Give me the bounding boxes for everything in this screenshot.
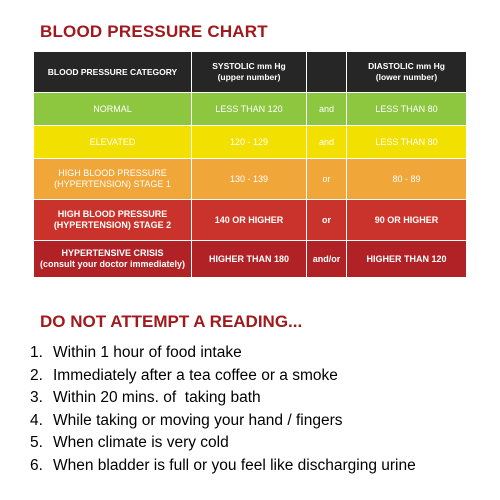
systolic-value: 140 OR HIGHER — [214, 214, 284, 225]
list-item-number: 5. — [30, 434, 43, 452]
header-conjunction-cell — [307, 52, 347, 93]
category-cell — [34, 241, 192, 278]
diastolic-cell — [347, 126, 466, 159]
category-label: HIGH BLOOD PRESSURE — [57, 209, 168, 219]
systolic-cell — [192, 93, 307, 126]
table-row — [34, 200, 466, 241]
page-title: BLOOD PRESSURE CHART — [40, 22, 268, 41]
header-diastolic-label: DIASTOLIC mm Hg — [368, 61, 445, 71]
header-systolic-cell — [192, 52, 307, 93]
conjunction-label: or — [322, 214, 331, 225]
conjunction-cell — [307, 126, 347, 159]
header-systolic-label: SYSTOLIC mm Hg — [212, 61, 286, 71]
category-label: HYPERTENSIVE CRISIS — [61, 248, 164, 258]
table-header-row — [34, 52, 466, 93]
category-cell — [34, 93, 192, 126]
list-item-text: When climate is very cold — [53, 434, 229, 452]
list-item-text: Immediately after a tea coffee or a smoke — [53, 366, 338, 384]
category-sublabel: (HYPERTENSION) STAGE 1 — [54, 179, 171, 189]
header-category-label: BLOOD PRESSURE CATEGORY — [47, 66, 178, 77]
conjunction-cell — [307, 241, 347, 278]
table-row — [34, 241, 466, 278]
category-sublabel: (consult your doctor immediately) — [39, 259, 186, 269]
systolic-cell — [192, 200, 307, 241]
list-item-number: 4. — [30, 411, 43, 429]
list-item — [30, 387, 416, 410]
diastolic-value: HIGHER THAN 120 — [366, 253, 447, 264]
diastolic-value: 80 - 89 — [392, 173, 421, 184]
category-label: HIGH BLOOD PRESSURE — [58, 168, 167, 178]
diastolic-cell — [347, 241, 466, 278]
diastolic-cell — [347, 93, 466, 126]
list-item-text: Within 1 hour of food intake — [53, 344, 242, 361]
systolic-value: 130 - 139 — [229, 173, 269, 184]
systolic-cell — [192, 241, 307, 278]
list-item-text: When bladder is full or you feel like discharging urine — [53, 456, 416, 474]
list-item-text: While taking or moving your hand / fingers — [53, 411, 343, 429]
reading-warning-title: DO NOT ATTEMPT A READING... — [40, 312, 303, 331]
list-item-text: Within 20 mins. of taking bath — [53, 389, 261, 407]
diastolic-value: LESS THAN 80 — [375, 136, 438, 147]
list-item-number: 2. — [30, 366, 43, 384]
diastolic-value: LESS THAN 80 — [375, 103, 438, 114]
category-cell — [34, 159, 192, 200]
blood-pressure-table — [34, 52, 466, 278]
header-diastolic-sublabel: (lower number) — [375, 72, 438, 82]
header-systolic-sublabel: (upper number) — [217, 72, 281, 82]
list-item — [30, 432, 416, 455]
conjunction-cell — [307, 200, 347, 241]
diastolic-cell — [347, 159, 466, 200]
conjunction-cell — [307, 93, 347, 126]
category-cell — [34, 200, 192, 241]
conjunction-label: and/or — [312, 253, 341, 264]
category-sublabel: (HYPERTENSION) STAGE 2 — [53, 220, 172, 230]
category-label: ELEVATED — [89, 136, 136, 147]
header-category-cell — [34, 52, 192, 93]
table-row — [34, 126, 466, 159]
table-row — [34, 159, 466, 200]
conjunction-label: or — [322, 173, 331, 184]
list-item-number: 6. — [30, 456, 43, 474]
systolic-value: HIGHER THAN 180 — [208, 253, 289, 264]
systolic-value: LESS THAN 120 — [215, 103, 283, 114]
list-item-number: 1. — [30, 344, 43, 361]
systolic-value: 120 - 129 — [229, 136, 269, 147]
category-label: NORMAL — [93, 103, 132, 114]
systolic-cell — [192, 126, 307, 159]
conjunction-label: and — [318, 103, 335, 114]
conjunction-cell — [307, 159, 347, 200]
list-item — [30, 455, 416, 478]
category-cell — [34, 126, 192, 159]
table-row — [34, 93, 466, 126]
conjunction-label: and — [318, 136, 335, 147]
diastolic-value: 90 OR HIGHER — [374, 214, 439, 225]
list-item-number: 3. — [30, 389, 43, 407]
reading-warning-list — [30, 342, 416, 478]
list-item — [30, 342, 416, 365]
systolic-cell — [192, 159, 307, 200]
list-item — [30, 365, 416, 388]
list-item — [30, 410, 416, 433]
header-diastolic-cell — [347, 52, 466, 93]
diastolic-cell — [347, 200, 466, 241]
